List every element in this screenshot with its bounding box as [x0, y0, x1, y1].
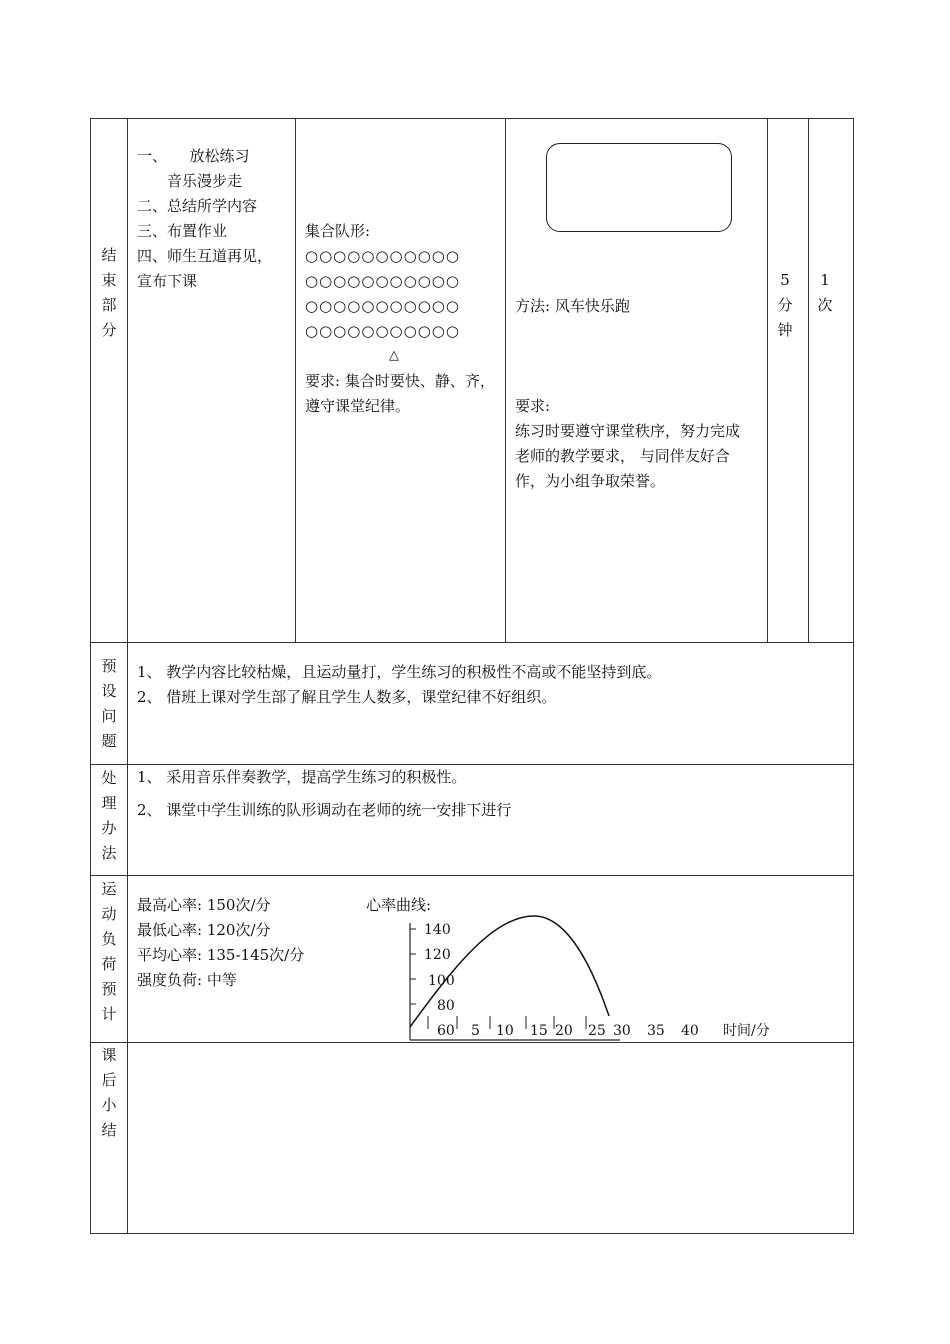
formation-requirement: 要求: 集合时要快、静、齐， 遵守课堂纪律。 — [305, 372, 495, 415]
table-border-bottom — [90, 1233, 854, 1234]
summary-label: 课 后 小 结 — [101, 1046, 117, 1139]
y-tick-label: 140 — [424, 922, 451, 938]
y-tick-label: 100 — [428, 973, 455, 989]
table-border-left — [90, 118, 91, 1234]
y-tick-label: 120 — [424, 947, 451, 963]
preset-label: 预 设 问 题 — [101, 657, 117, 750]
formation-row: ○○○○○○○○○○○ — [305, 272, 460, 290]
column-divider — [505, 118, 506, 643]
preset-item: 2、 借班上课对学生部了解且学生人数多，课堂纪律不好组织。 — [137, 688, 557, 706]
x-tick-label: 40 — [681, 1023, 699, 1039]
summary-content-area[interactable] — [128, 1043, 853, 1233]
row-divider — [90, 642, 854, 643]
teacher-triangle-icon: △ — [389, 348, 399, 363]
x-tick-label: 5 — [471, 1023, 480, 1039]
formation-row: ○○○○○○○○○○○ — [305, 322, 460, 340]
formation-block — [305, 219, 460, 344]
row-divider — [90, 875, 854, 876]
table-border-right — [853, 118, 854, 1234]
formation-title: 集合队形: — [305, 222, 371, 240]
x-tick-label: 25 — [588, 1023, 606, 1039]
x-tick-label: 10 — [496, 1023, 514, 1039]
requirement-block: 要求: 练习时要遵守课堂秩序，努力完成 老师的教学要求， 与同伴友好合 作，为小组争取荣誉。 — [515, 397, 741, 490]
heart-rate-stats: 最高心率: 150次/分 最低心率: 120次/分 平均心率: 135-145次/分 强度负荷: 中等 — [137, 896, 305, 989]
x-tick-label: 60 — [437, 1023, 455, 1039]
curve-title: 心率曲线: — [366, 896, 432, 914]
handling-item: 2、 课堂中学生训练的队形调动在老师的统一安排下进行 — [137, 801, 512, 819]
column-divider — [295, 118, 296, 643]
x-tick-label: 30 — [613, 1023, 631, 1039]
method-text: 方法: 风车快乐跑 — [515, 297, 630, 315]
time-cell: 5 分 钟 — [777, 271, 793, 339]
handling-item: 1、 采用音乐伴奏教学，提高学生练习的积极性。 — [137, 768, 467, 786]
load-label: 运 动 负 荷 预 计 — [101, 880, 117, 1023]
formation-row: ○○○○○○○○○○○ — [305, 297, 460, 315]
preset-item: 1、 教学内容比较枯燥，且运动量打，学生练习的积极性不高或不能坚持到底。 — [137, 663, 662, 681]
x-axis-unit: 时间/分 — [723, 1023, 770, 1039]
field-diagram-box — [546, 143, 732, 232]
column-divider — [808, 118, 809, 643]
closing-content: 一、 放松练习 音乐漫步走 二、总结所学内容 三、布置作业 四、师生互道再见， 宣布下课 — [137, 147, 273, 290]
table-border-top — [90, 118, 854, 119]
closing-section-label: 结 束 部 分 — [101, 246, 117, 339]
x-tick-label: 20 — [555, 1023, 573, 1039]
handling-label: 处 理 办 法 — [101, 769, 117, 862]
heart-rate-curve — [395, 905, 795, 1045]
y-tick-label: 80 — [437, 998, 455, 1014]
x-tick-label: 35 — [647, 1023, 665, 1039]
formation-row: ○○○○○○○○○○○ — [305, 247, 460, 265]
count-cell: 1 次 — [817, 271, 833, 314]
x-tick-label: 15 — [530, 1023, 548, 1039]
column-divider — [767, 118, 768, 643]
